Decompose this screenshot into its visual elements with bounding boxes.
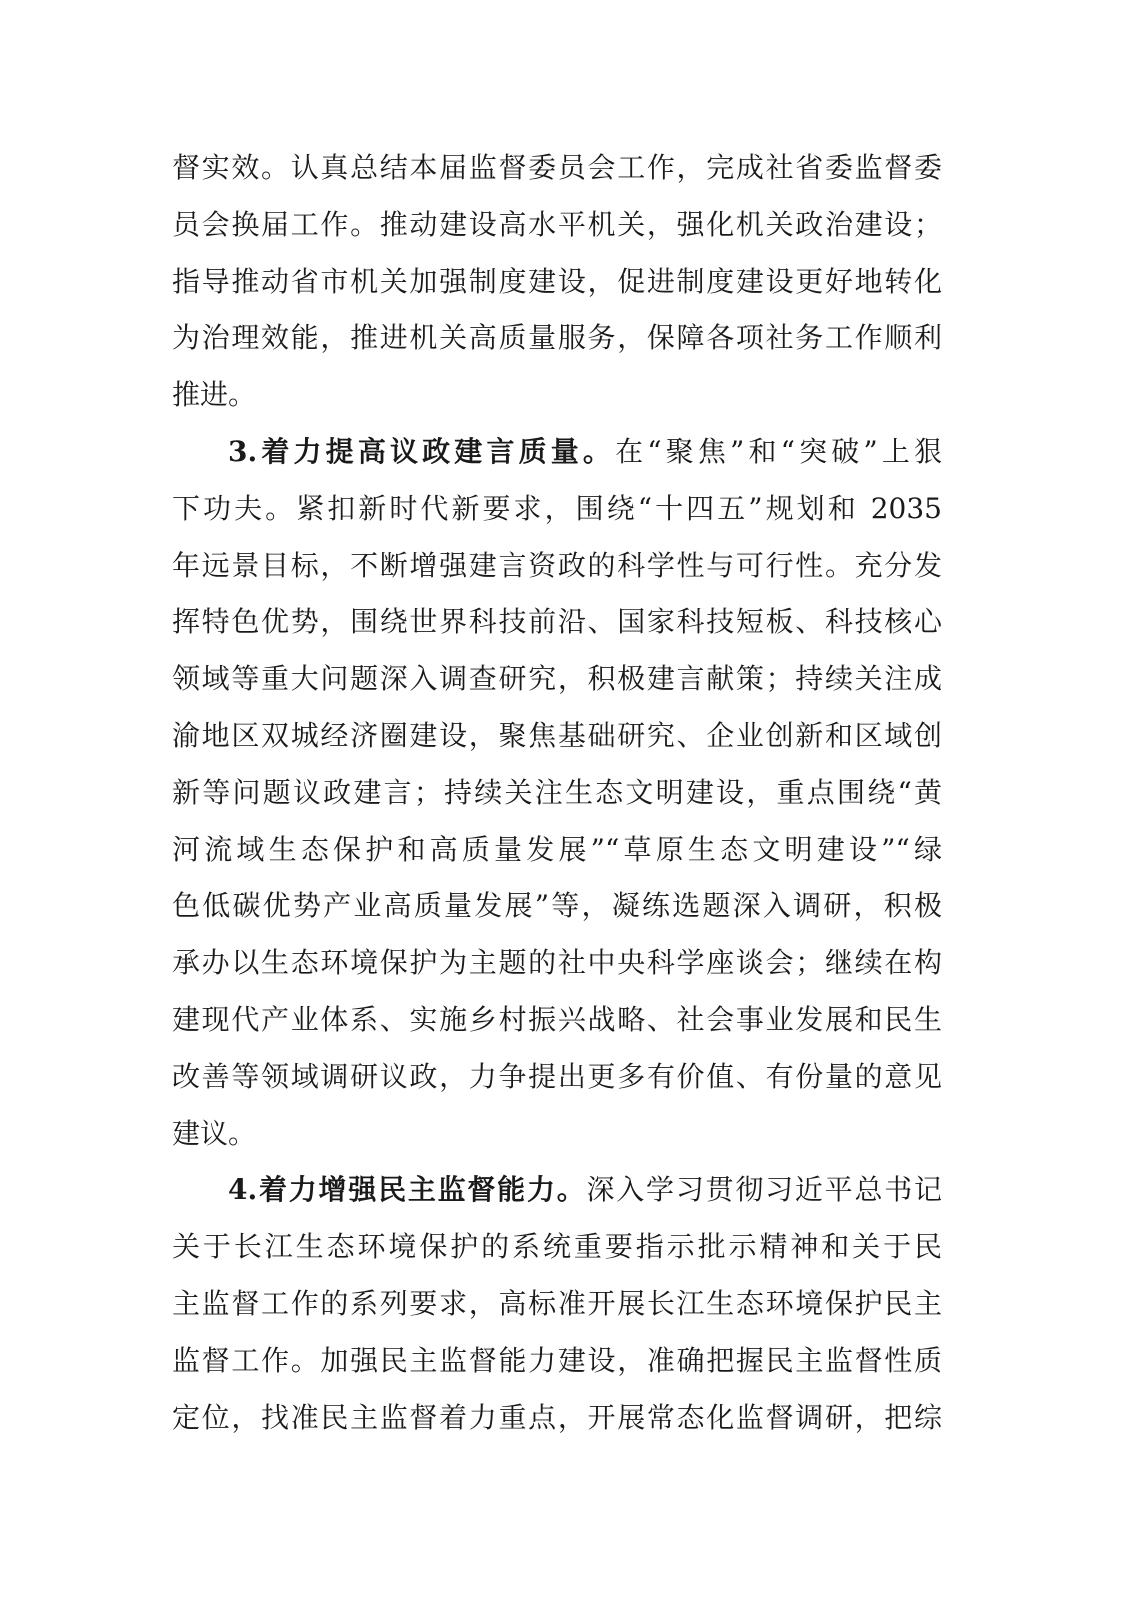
paragraph-section-3 <box>172 424 942 1162</box>
text-line: 色低碳优势产业高质量发展”等，凝练选题深入调研，积极 <box>172 889 942 923</box>
text-line: 主监督工作的系列要求，高标准开展长江生态环境保护民主 <box>172 1286 942 1320</box>
text-line: 年远景目标，不断增强建言资政的科学性与可行性。充分发 <box>172 548 942 582</box>
text-line: 新等问题议政建言；持续关注生态文明建设，重点围绕“黄 <box>172 775 942 809</box>
text-line: 渝地区双城经济圈建设，聚焦基础研究、企业创新和区域创 <box>172 718 942 752</box>
text-line: 改善等领域调研议政，力争提出更多有价值、有份量的意见 <box>172 1059 942 1093</box>
line-text: 深入学习贯彻习近平总书记 <box>586 1173 942 1207</box>
text-line: 河流域生态保护和高质量发展”“草原生态文明建设”“绿 <box>172 832 942 866</box>
document-page <box>172 140 942 1446</box>
line-text: 在“聚焦”和“突破”上狠 <box>615 434 942 468</box>
text-line <box>172 1162 942 1219</box>
text-line: 监督工作。加强民主监督能力建设，准确把握民主监督性质 <box>172 1343 942 1377</box>
section-heading: 3.着力提高议政建言质量。 <box>228 434 616 468</box>
text-line: 下功夫。紧扣新时代新要求，围绕“十四五”规划和 2035 <box>172 491 942 525</box>
text-line: 为治理效能，推进机关高质量服务，保障各项社务工作顺利 <box>172 321 942 355</box>
text-line: 督实效。认真总结本届监督委员会工作，完成社省委监督委 <box>172 151 942 184</box>
text-line: 定位，找准民主监督着力重点，开展常态化监督调研，把综 <box>172 1400 942 1434</box>
text-line: 挥特色优势，围绕世界科技前沿、国家科技短板、科技核心 <box>172 605 942 639</box>
text-line: 建现代产业体系、实施乡村振兴战略、社会事业发展和民生 <box>172 1002 942 1036</box>
text-line: 推进。 <box>172 378 257 412</box>
paragraph-1 <box>172 140 942 424</box>
text-line: 员会换届工作。推动建设高水平机关，强化机关政治建设； <box>172 207 942 241</box>
section-heading: 4.着力增强民主监督能力。 <box>228 1173 587 1207</box>
text-line: 领域等重大问题深入调查研究，积极建言献策；持续关注成 <box>172 662 942 696</box>
text-line: 建议。 <box>172 1116 257 1150</box>
text-line: 承办以生态环境保护为主题的社中央科学座谈会；继续在构 <box>172 946 942 980</box>
text-line: 关于长江生态环境保护的系统重要指示批示精神和关于民 <box>172 1230 942 1264</box>
text-line: 指导推动省市机关加强制度建设，促进制度建设更好地转化 <box>172 264 942 298</box>
paragraph-section-4 <box>172 1162 942 1446</box>
text-line <box>172 424 942 481</box>
